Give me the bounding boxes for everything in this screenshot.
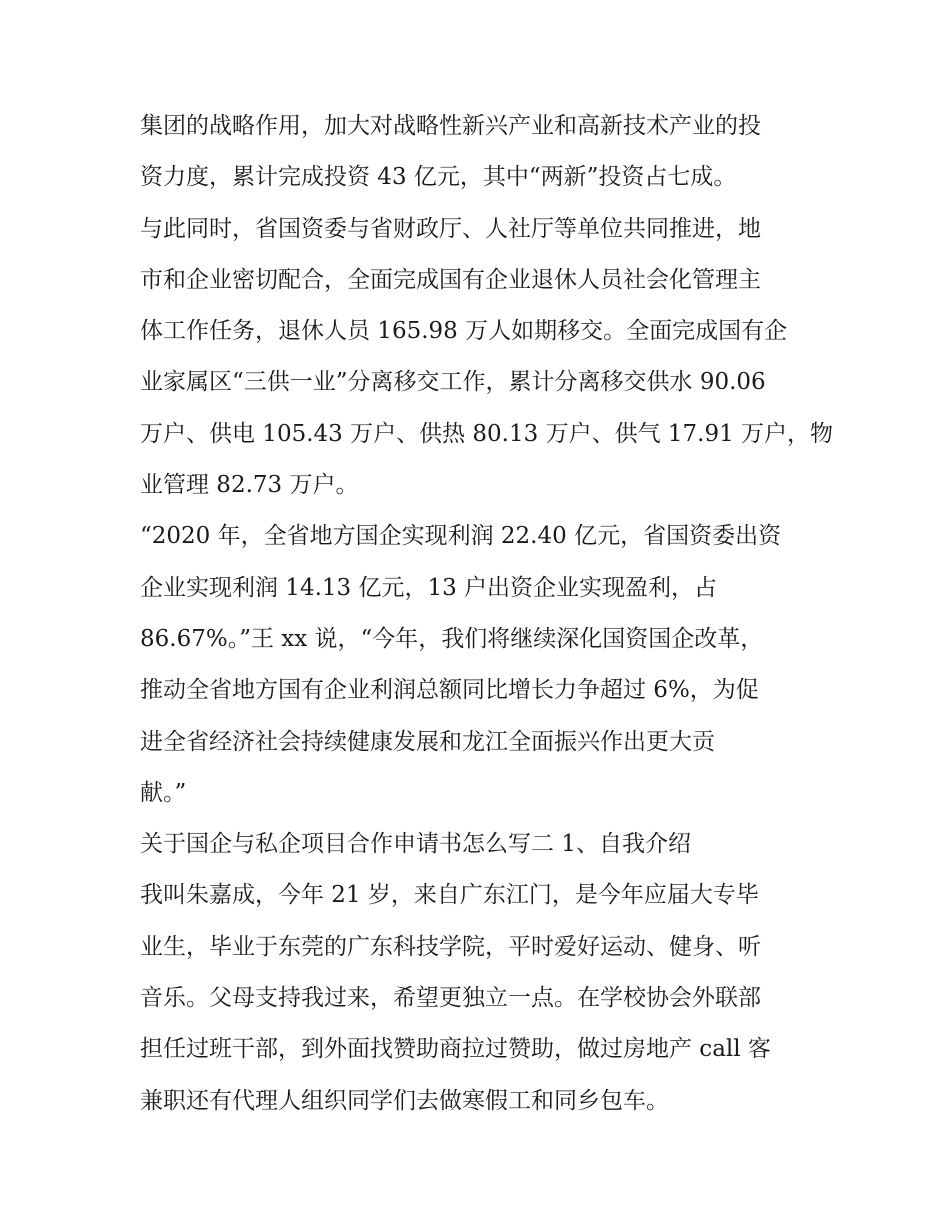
- text-line: 业家属区“三供一业”分离移交工作，累计分离移交供水 90.06: [140, 369, 766, 396]
- text-line: 进全省经济社会持续健康发展和龙江全面振兴作出更大贡: [140, 728, 715, 755]
- text-line: 万户、供电 105.43 万户、供热 80.13 万户、供气 17.91 万户，物: [140, 420, 834, 447]
- text-line: 担任过班干部，到外面找赞助商拉过赞助，做过房地产 call 客: [140, 1036, 771, 1063]
- text-line: “2020 年，全省地方国企实现利润 22.40 亿元，省国资委出资: [140, 523, 782, 550]
- text-line: 资力度，累计完成投资 43 亿元，其中“两新”投资占七成。: [140, 164, 737, 191]
- section-heading: 关于国企与私企项目合作申请书怎么写二 1、自我介绍: [140, 831, 691, 858]
- text-line: 体工作任务，退休人员 165.98 万人如期移交。全面完成国有企: [140, 318, 788, 345]
- text-line: 兼职还有代理人组织同学们去做寒假工和同乡包车。: [140, 1087, 669, 1114]
- text-line: 献。”: [140, 779, 187, 806]
- document-body: [140, 101, 834, 1127]
- text-line: 我叫朱嘉成，今年 21 岁，来自广东江门，是今年应届大专毕: [140, 882, 759, 909]
- text-line: 业生，毕业于东莞的广东科技学院，平时爱好运动、健身、听: [140, 933, 761, 960]
- text-line: 集团的战略作用，加大对战略性新兴产业和高新技术产业的投: [140, 113, 761, 139]
- text-line: 86.67%。”王 xx 说，“今年，我们将继续深化国资国企改革，: [140, 625, 764, 652]
- text-line: 业管理 82.73 万户。: [140, 472, 359, 499]
- text-line: 音乐。父母支持我过来，希望更独立一点。在学校协会外联部: [140, 985, 761, 1012]
- text-line: 与此同时，省国资委与省财政厅、人社厅等单位共同推进，地: [140, 215, 761, 242]
- text-line: 市和企业密切配合，全面完成国有企业退休人员社会化管理主: [140, 266, 761, 293]
- text-line: 推动全省地方国有企业利润总额同比增长力争超过 6%，为促: [140, 677, 759, 704]
- text-line: 企业实现利润 14.13 亿元，13 户出资企业实现盈利，占: [140, 574, 718, 601]
